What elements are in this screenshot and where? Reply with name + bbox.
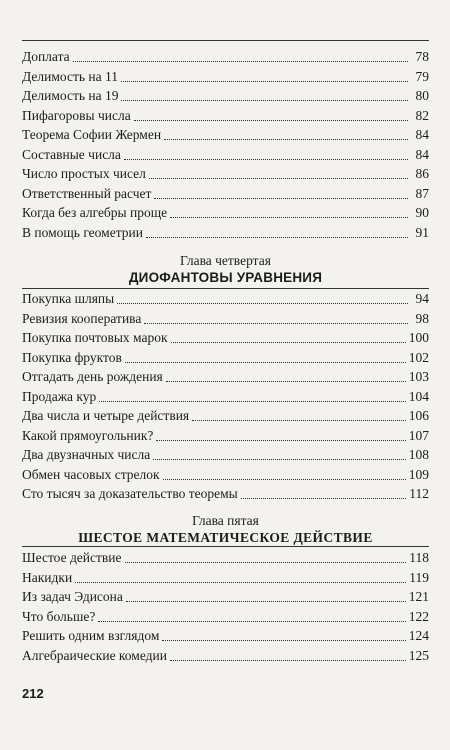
dot-leader xyxy=(156,440,405,441)
toc-entry-page: 125 xyxy=(408,647,429,663)
toc-entry xyxy=(22,587,429,607)
toc-entry-page: 78 xyxy=(415,49,429,64)
toc-entry-page: 80 xyxy=(415,88,429,103)
dot-leader xyxy=(164,139,408,140)
dot-leader xyxy=(117,303,408,304)
toc-entry xyxy=(22,426,429,446)
toc-entry-title: Шестое действие xyxy=(22,550,122,565)
toc-entry xyxy=(22,548,429,568)
chapter-5-rule xyxy=(22,546,429,547)
chapter-label: Глава пятая xyxy=(192,513,259,528)
toc-entry xyxy=(22,106,429,126)
toc-entry-title: Два числа и четыре действия xyxy=(22,408,190,423)
toc-entry-title: Сто тысяч за доказательство теоремы xyxy=(22,486,238,501)
toc-list-section-3 xyxy=(22,548,429,665)
toc-entry xyxy=(22,367,429,387)
toc-entry-title: Два двузначных числа xyxy=(22,447,151,462)
dot-leader xyxy=(154,198,408,199)
toc-entry-page: 124 xyxy=(408,628,429,643)
toc-entry xyxy=(22,484,429,504)
dot-leader xyxy=(170,217,408,218)
toc-entry-page: 107 xyxy=(408,427,429,443)
chapter-title: ДИОФАНТОВЫ УРАВНЕНИЯ xyxy=(128,270,323,285)
toc-entry-page: 103 xyxy=(408,369,429,384)
dot-leader xyxy=(144,323,408,324)
dot-leader xyxy=(75,582,406,583)
toc-entry xyxy=(22,47,429,67)
toc-entry-page: 79 xyxy=(415,68,429,84)
toc-entry-page: 98 xyxy=(415,310,429,326)
toc-entry-title: Когда без алгебры проще xyxy=(22,205,168,220)
toc-entry xyxy=(22,568,429,588)
dot-leader xyxy=(170,660,406,661)
toc-entry-page: 102 xyxy=(408,349,429,365)
dot-leader xyxy=(121,81,408,82)
chapter-label: Глава четвертая xyxy=(180,253,271,268)
toc-entry-page: 82 xyxy=(415,107,429,123)
page-number: 212 xyxy=(22,686,44,701)
toc-entry xyxy=(22,607,429,627)
toc-entry-title: Отгадать день рождения xyxy=(22,369,163,384)
toc-entry-title: Делимость на 11 xyxy=(22,68,118,84)
dot-leader xyxy=(121,100,408,101)
toc-entry-title: Покупка почтовых марок xyxy=(22,330,168,345)
toc-entry xyxy=(22,164,429,184)
toc-entry xyxy=(22,465,429,485)
toc-entry-title: Составные числа xyxy=(22,146,121,162)
toc-entry-page: 112 xyxy=(409,486,429,501)
toc-entry-page: 100 xyxy=(408,330,429,345)
dot-leader xyxy=(124,159,408,160)
toc-entry-title: Пифагоровы числа xyxy=(22,107,131,123)
toc-entry-title: Покупка шляпы xyxy=(22,291,115,306)
toc-entry-page: 122 xyxy=(408,608,429,624)
top-rule xyxy=(22,40,429,41)
toc-entry-title: Продажа кур xyxy=(22,388,97,404)
toc-entry-page: 87 xyxy=(415,185,429,201)
dot-leader xyxy=(98,621,405,622)
toc-entry xyxy=(22,646,429,666)
toc-entry-page: 84 xyxy=(415,146,429,162)
chapter-title: ШЕСТОЕ МАТЕМАТИЧЕСКОЕ ДЕЙСТВИЕ xyxy=(78,530,373,545)
toc-entry-title: Из задач Эдисона xyxy=(22,589,123,604)
toc-list-section-2 xyxy=(22,289,429,504)
dot-leader xyxy=(163,479,406,480)
toc-entry xyxy=(22,348,429,368)
dot-leader xyxy=(126,601,406,602)
dot-leader xyxy=(149,178,408,179)
toc-entry-page: 84 xyxy=(415,127,429,142)
toc-list-section-1 xyxy=(22,47,429,242)
toc-entry xyxy=(22,626,429,646)
dot-leader xyxy=(166,381,406,382)
dot-leader xyxy=(134,120,408,121)
toc-entry xyxy=(22,184,429,204)
toc-entry-title: Алгебраические комедии xyxy=(22,647,167,663)
toc-entry-title: Число простых чисел xyxy=(22,166,146,181)
toc-entry-title: Доплата xyxy=(22,49,70,64)
dot-leader xyxy=(153,459,405,460)
toc-entry xyxy=(22,445,429,465)
toc-entry-title: Какой прямоугольник? xyxy=(22,427,154,443)
toc-entry xyxy=(22,406,429,426)
dot-leader xyxy=(146,237,408,238)
toc-entry-page: 119 xyxy=(409,569,429,585)
toc-entry-page: 104 xyxy=(408,388,429,404)
chapter-heading-5 xyxy=(22,513,429,546)
toc-entry-title: Покупка фруктов xyxy=(22,349,122,365)
toc-entry-page: 94 xyxy=(415,291,429,306)
toc-entry xyxy=(22,86,429,106)
toc-entry-page: 91 xyxy=(415,224,429,240)
dot-leader xyxy=(73,61,408,62)
toc-entry-title: Делимость на 19 xyxy=(22,88,119,103)
dot-leader xyxy=(241,498,407,499)
toc-entry-page: 118 xyxy=(409,550,429,565)
toc-entry xyxy=(22,67,429,87)
toc-entry xyxy=(22,387,429,407)
toc-entry xyxy=(22,309,429,329)
toc-entry-title: Обмен часовых стрелок xyxy=(22,466,160,482)
toc-entry-title: В помощь геометрии xyxy=(22,224,143,240)
toc-entry-title: Ответственный расчет xyxy=(22,185,152,201)
toc-entry-title: Теорема Софии Жермен xyxy=(22,127,162,142)
toc-entry xyxy=(22,203,429,223)
toc-entry-title: Что больше? xyxy=(22,608,96,624)
toc-entry-page: 109 xyxy=(408,466,429,482)
chapter-heading-4 xyxy=(22,253,429,286)
dot-leader xyxy=(125,562,407,563)
dot-leader xyxy=(171,342,406,343)
toc-entry xyxy=(22,125,429,145)
toc-entry-title: Ревизия кооператива xyxy=(22,310,142,326)
dot-leader xyxy=(125,362,406,363)
dot-leader xyxy=(192,420,406,421)
dot-leader xyxy=(162,640,405,641)
toc-entry xyxy=(22,223,429,243)
toc-entry-page: 121 xyxy=(408,589,429,604)
toc-entry-page: 90 xyxy=(415,205,429,220)
toc-entry-page: 108 xyxy=(408,447,429,462)
toc-entry-page: 106 xyxy=(408,408,429,423)
toc-entry-title: Решить одним взглядом xyxy=(22,628,160,643)
toc-entry xyxy=(22,289,429,309)
toc-entry xyxy=(22,145,429,165)
toc-entry-title: Накидки xyxy=(22,569,73,585)
toc-entry xyxy=(22,328,429,348)
dot-leader xyxy=(99,401,405,402)
toc-entry-page: 86 xyxy=(415,166,429,181)
